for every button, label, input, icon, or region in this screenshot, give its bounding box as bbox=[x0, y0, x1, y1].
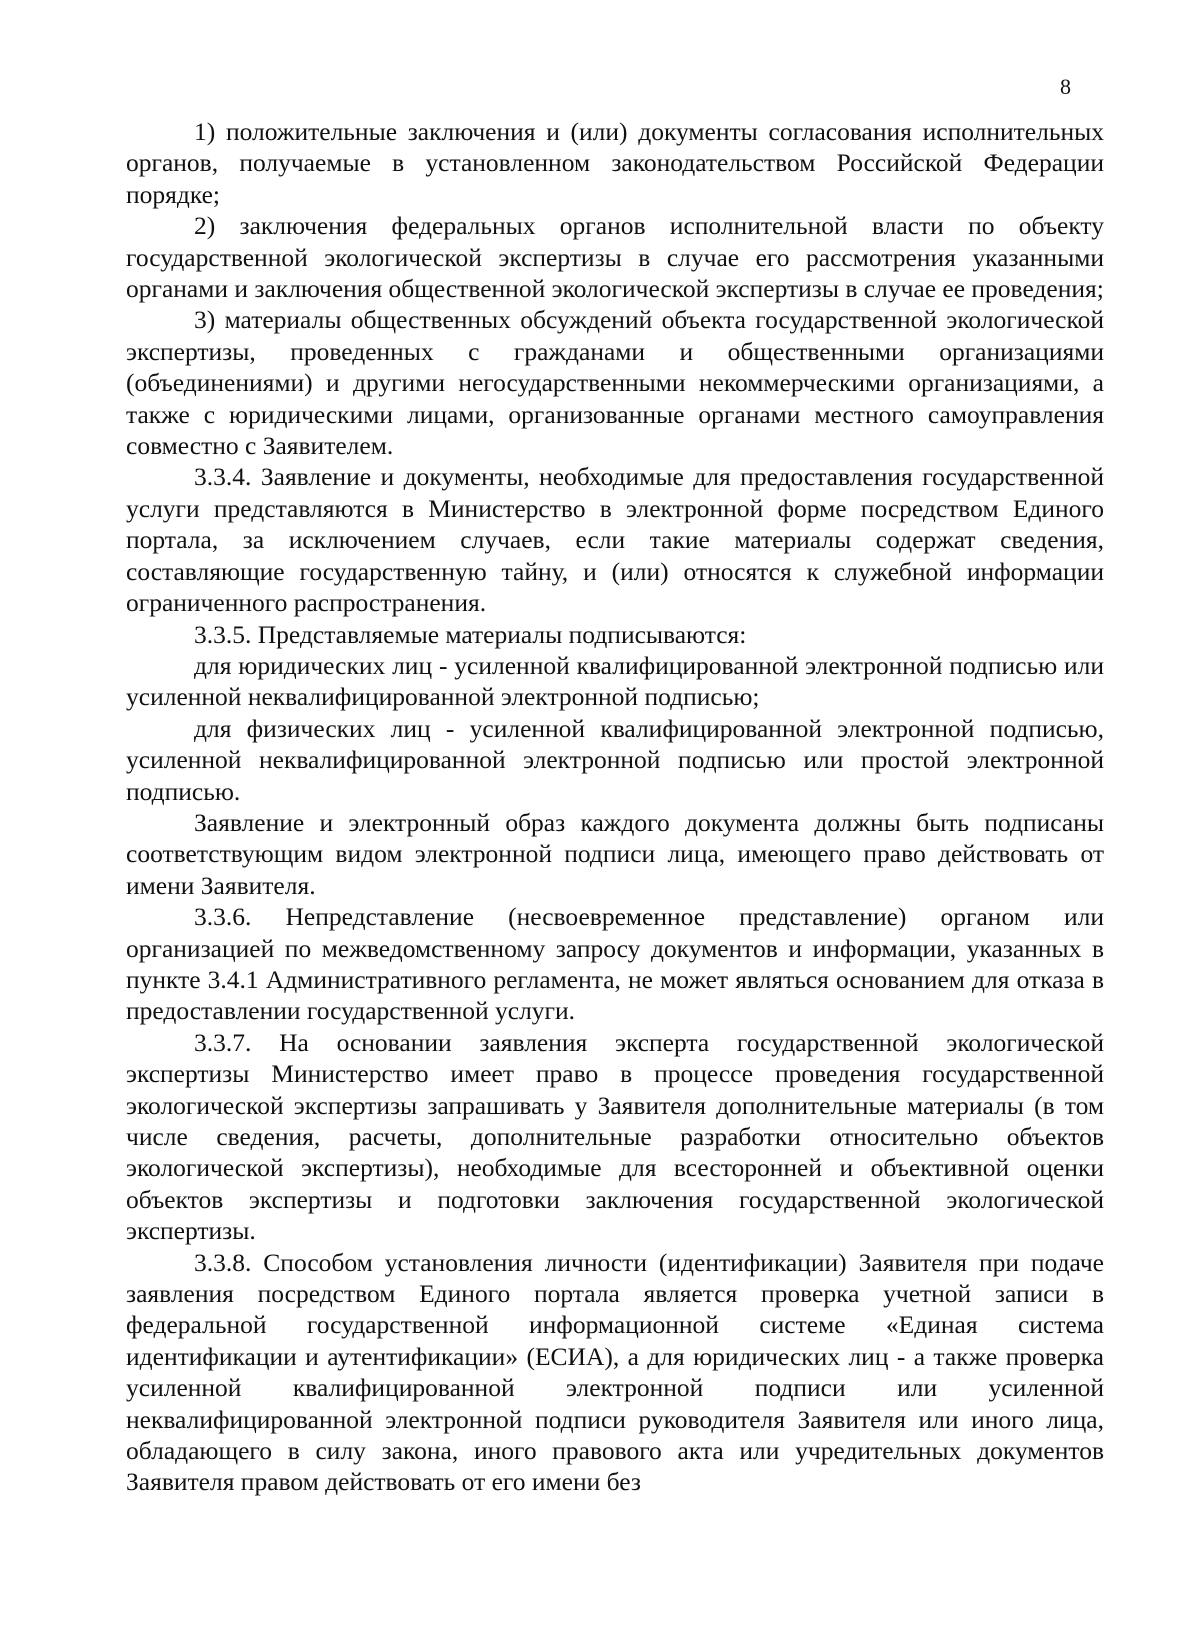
page-number: 8 bbox=[1060, 74, 1071, 99]
paragraph-3-3-6: 3.3.6. Непредставление (несвоевременное представление) органом или организацией по межведомственному запросу документов и информации, указанных в пункте 3.4.1 Административного регламента, не может являться основанием для отказа в предоставлении государственной услуги. bbox=[126, 902, 1104, 1026]
paragraph-3-3-8: 3.3.8. Способом установления личности (идентификации) Заявителя при подаче заявления посредством Единого портала является проверка учетной записи в федеральной государственной информационной системе «Единая система идентификации и аутентификации» (ЕСИА), а для юридических лиц - а также проверка усиленной квалифицированной электронной подписи или усиленной неквалифицированной электронной подписи руководителя Заявителя или иного лица, обладающего в силу закона, иного правового акта или учредительных документов Заявителя правом действовать от его имени без bbox=[126, 1247, 1104, 1497]
paragraph-item-3: 3) материалы общественных обсуждений объекта государственной экологической экспертизы, проведенных с гражданами и общественными организациями (объединениями) и другими негосударственными некоммерческими организациями, а также с юридическими лицами, организованные органами местного самоуправления совместно с Заявителем. bbox=[126, 305, 1104, 461]
paragraph-item-2: 2) заключения федеральных органов исполнительной власти по объекту государственной экологической экспертизы в случае его рассмотрения указанными органами и заключения общественной экологической экспертизы в случае ее проведения; bbox=[126, 211, 1104, 304]
paragraph-signature-requirement: Заявление и электронный образ каждого документа должны быть подписаны соответствующим видом электронной подписи лица, имеющего право действовать от имени Заявителя. bbox=[126, 807, 1104, 900]
paragraph-legal-entities: для юридических лиц - усиленной квалифицированной электронной подписью или усиленной неквалифицированной электронной подписью; bbox=[126, 650, 1104, 712]
paragraph-3-3-5: 3.3.5. Представляемые материалы подписываются: bbox=[194, 619, 747, 649]
paragraph-individuals: для физических лиц - усиленной квалифицированной электронной подписью, усиленной неквалифицированной электронной подписью или простой электронной подписью. bbox=[126, 713, 1104, 806]
paragraph-3-3-7: 3.3.7. На основании заявления эксперта государственной экологической экспертизы Министерство имеет право в процессе проведения государственной экологической экспертизы запрашивать у Заявителя дополнительные материалы (в том числе сведения, расчеты, дополнительные разработки относительно объектов экологической экспертизы), необходимые для всесторонней и объективной оценки объектов экспертизы и подготовки заключения государственной экологической экспертизы. bbox=[126, 1027, 1104, 1246]
document-body bbox=[126, 116, 1104, 1498]
paragraph-3-3-4: 3.3.4. Заявление и документы, необходимые для предоставления государственной услуги представляются в Министерство в электронной форме посредством Единого портала, за исключением случаев, если такие материалы содержат сведения, составляющие государственную тайну, и (или) относятся к служебной информации ограниченного распространения. bbox=[126, 462, 1104, 618]
paragraph-item-1: 1) положительные заключения и (или) документы согласования исполнительных органов, получаемые в установленном законодательством Российской Федерации порядке; bbox=[126, 117, 1104, 209]
